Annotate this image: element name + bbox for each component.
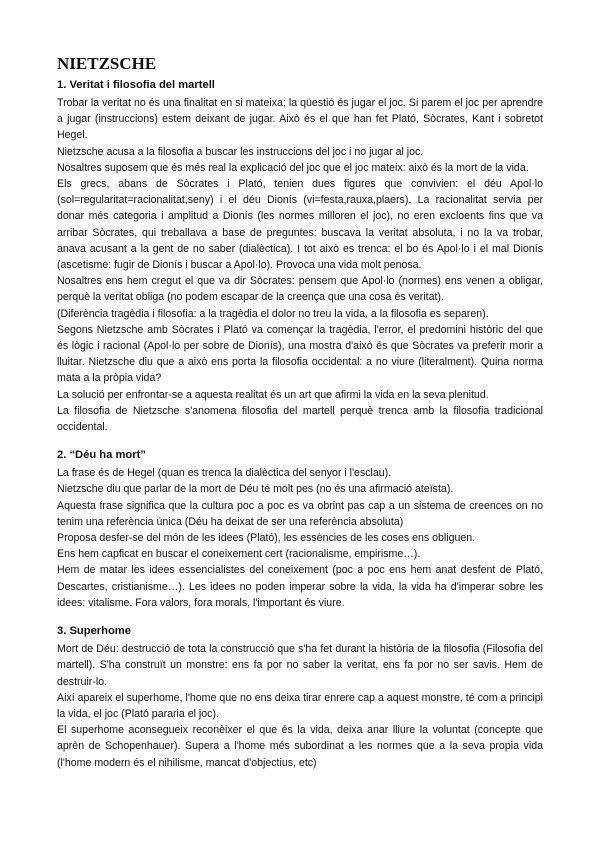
- section-heading: 1. Veritat i filosofia del martell: [57, 79, 215, 91]
- paragraph: Mort de Déu: destrucció de tota la construcció que s'ha fet durant la història de la filosofia (Filosofia del martell). S'ha construït un monstre: ens fa por no saber la veritat, ens fa por no ser savis. Hem de destruir-lo.: [57, 643, 543, 688]
- paragraph: Els grecs, abans de Sòcrates i Plató, tenien dues figures que convivien: el déu Apol·lo (sol=regularitat=racionalitat,seny) i el déu Dionís (vi=festa,rauxa,plaers). La racionalitat servia per donar més categoria i amplitud a Dionís (les normes milloren el joc), no eren excloents fins que va arribar Sòcrates, qui treballava a base de preguntes: buscava la veritat absoluta, i no la va trobar, anava acusant a la gent de no saber (dialèctica). I tot això es trenca: el bo és Apol·lo i el mal Dionís (ascetisme: fugir de Dionís i buscar a Apol·lo). Provoca una vida molt penosa.: [57, 178, 543, 272]
- paragraph: Segons Nietzsche amb Sòcrates i Plató va començar la tragèdia, l'error, el predomini històric del que és lògic i racional (Apol·lo per sobre de Dionís), una mostra d'això és que Sòcrates va preferir morir a lluitar. Nietzsche diu que a això ens porta la filosofia occidental: a no viure (literalment). Quina norma mata a la pròpia vida?: [57, 323, 543, 385]
- paragraph: La filosofia de Nietzsche s'anomena filosofia del martell perquè trenca amb la filosofia tradicional occidental.: [57, 404, 543, 434]
- paragraph: Així apareix el superhome, l'home que no ens deixa tirar enrere cap a aquest monstre, té com a principi la vida, el joc (Plató pararia el joc).: [57, 691, 543, 720]
- section-heading: 2. “Déu ha mort”: [57, 449, 146, 462]
- paragraph: Nietzsche diu que parlar de la mort de Déu té molt pes (no és una afirmació ateïsta).: [57, 483, 454, 496]
- section-deu-ha-mort: [57, 447, 543, 611]
- section-heading: 3. Superhome: [57, 625, 131, 638]
- paragraph: Ens hem capficat en buscar el coneixement cert (racionalisme, empirisme…).: [57, 548, 421, 561]
- paragraph: Proposa desfer-se del món de les idees (Plató), les essències de les coses ens obliguen.: [57, 532, 476, 545]
- document-title: NIETZSCHE: [57, 54, 157, 73]
- paragraph: La frase és de Hegel (quan es trenca la dialèctica del senyor i l'esclau).: [57, 467, 392, 480]
- section-superhome: [57, 623, 543, 771]
- paragraph: Nosaltres ens hem cregut el que va dir Sòcrates: pensem que Apol·lo (normes) ens venen a obligar, perquè la veritat obliga (no podem escapar de la creença que una cosa és veritat).: [57, 275, 543, 304]
- paragraph: (Diferència tragèdia i filosofia: a la tragèdia el dolor no treu la vida, a la filosofia es separen).: [57, 307, 489, 320]
- paragraph: Trobar la veritat no és una finalitat en si mateixa; la qüestió és jugar el joc. Si parem el joc per aprendre a jugar (instruccions) estem deixant de jugar. Això és el que han fet Plató, Sòcrates, Kant i sobretot Hegel.: [57, 97, 543, 142]
- paragraph: Hem de matar les idees essencialistes del coneixement (poc a poc ens hem anat desfent de Plató, Descartes, cristianisme…). Les idees no poden imperar sobre la vida, la vida ha d'imperar sobre les idees: vitalisme. Fora valors, fora morals, l'important és viure.: [57, 564, 543, 609]
- paragraph: El superhome aconsegueix reconèixer el que és la vida, deixa anar lliure la voluntat (concepte que aprèn de Schopenhauer). Supera a l'home més subordinat a les normes que a la seva propia vida (l'home modern és el nihilisme, mancat d'objectius, etc): [57, 724, 543, 769]
- paragraph: La solució per enfrontar-se a aquesta realitat és un art que afirmi la vida en la seva plenitud.: [57, 388, 489, 401]
- paragraph: Nosaltres suposem que és més real la explicació del joc que el joc mateix: això és la mort de la vida.: [57, 161, 529, 174]
- section-veritat: [57, 77, 543, 435]
- paragraph: Nietzsche acusa a la filosofia a buscar les instruccions del joc i no jugar al joc.: [57, 145, 424, 158]
- paragraph: Aquesta frase significa que la cultura poc a poc es va obrint pas cap a un sistema de creences on no tenim una referència única (Déu ha deixat de ser una referència absoluta): [57, 499, 543, 528]
